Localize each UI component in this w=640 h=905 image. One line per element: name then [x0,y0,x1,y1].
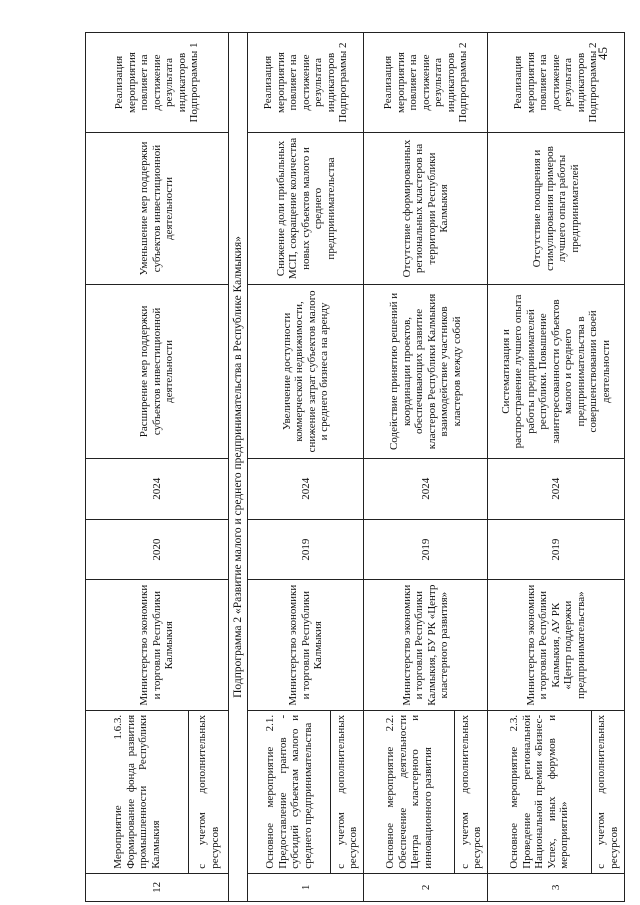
measures-table [85,32,625,902]
expected-result: Систематизация и распространение лучшего опыта работы предпринимателей республики. Повышение заинтересованности субъектов малого и среднего предпринимательства в совершенствовании своей деятельности [488,285,625,459]
consequence: Уменьшение мер поддержки субъектов инвестиционной деятельности [86,132,229,284]
start-year: 2019 [248,519,364,580]
start-year: 2019 [364,519,488,580]
indicator-link: Реализация мероприятия повлияет на достижение результата индикаторов Подпрограммы 2 [248,33,364,133]
measure-name: Основное мероприятие 2.1. Предоставление грантов - субсидий субъектам малого и среднего предпринимательства [248,710,331,873]
row-number: 3 [488,873,625,901]
row-number: 2 [364,873,488,901]
expected-result: Увеличение доступности коммерческой недвижимости, снижение затрат субъектов малого и среднего бизнеса на аренду [248,285,364,459]
expected-result: Содействие принятию решений и координации проектов, обеспечивающих развитие кластеров Республики Калмыкия взаимодействие участников кластеров между собой [364,285,488,459]
end-year: 2024 [488,458,625,519]
end-year: 2024 [248,458,364,519]
consequence: Снижение доли прибыльных МСП, сокращение количества новых субъектов малого и среднего предпринимательства [248,132,364,284]
measure-name: Основное мероприятие 2.3. Проведение региональной Национальной премии «Бизнес-Успех, иных форумов и мероприятий» [488,710,591,873]
page-number: 45 [595,47,610,60]
rotated-document-table [85,32,625,902]
start-year: 2019 [488,519,625,580]
extra-resources: с учетом дополнительных ресурсов [591,710,624,873]
subprogram-title: Подпрограмма 2 «Развитие малого и среднего предпринимательства в Республике Калмыкия» [228,33,248,902]
row-number: 12 [86,873,229,901]
executor: Министерство экономики и торговли Республики Калмыкия [248,580,364,710]
extra-resources: с учетом дополнительных ресурсов [455,710,488,873]
measure-name: Основное мероприятие 2.2. Обеспечение деятельности Центра кластерного и инновационного развития [364,710,455,873]
executor: Министерство экономики и торговли Республики Калмыкия, АУ РК «Центр поддержки предпринимательства» [488,580,625,710]
indicator-link: Реализация мероприятия повлияет на достижение результата индикаторов Подпрограммы 2 [488,33,625,133]
indicator-link: Реализация мероприятия повлияет на достижение результата индикаторов Подпрограммы 1 [86,33,229,133]
expected-result: Расширение мер поддержки субъектов инвестиционной деятельности [86,285,229,459]
row-number: 1 [248,873,364,901]
extra-resources: с учетом дополнительных ресурсов [331,710,364,873]
start-year: 2020 [86,519,229,580]
end-year: 2024 [364,458,488,519]
extra-resources: с учетом дополнительных ресурсов [189,710,228,873]
measure-name: Мероприятие 1.6.3. Формирование фонда развития промышленности Республики Калмыкия [86,710,189,873]
executor: Министерство экономики и торговли Республики Калмыкия [86,580,229,710]
consequence: Отсутствие поощрения и стимулирования примеров лучшего опыта работы предпринимателей [488,132,625,284]
executor: Министерство экономики и торговли Республики Калмыкия, БУ РК «Центр кластерного развития» [364,580,488,710]
consequence: Отсутствие сформированных региональных кластеров на территории Республики Калмыкия [364,132,488,284]
end-year: 2024 [86,458,229,519]
indicator-link: Реализация мероприятия повлияет на достижение результата индикаторов Подпрограммы 2 [364,33,488,133]
